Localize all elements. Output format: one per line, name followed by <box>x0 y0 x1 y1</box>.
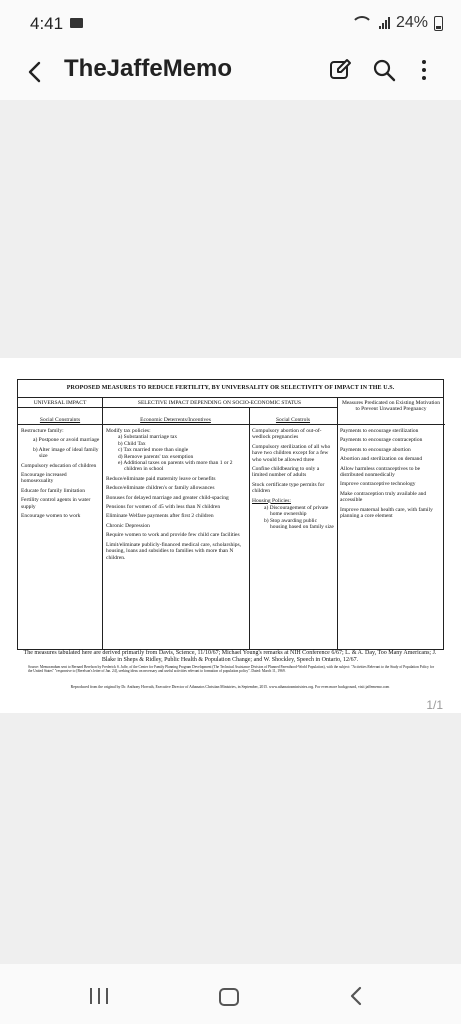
list-item: Payments to encourage abortion <box>340 446 411 453</box>
header-measures: Measures Predicated on Existing Motivation to Prevent Unwanted Pregnancy <box>341 400 441 412</box>
home-icon[interactable] <box>219 988 239 1006</box>
table-footnote: The measures tabulated here are derived primarily from Davis, Science, 11/10/67; Michael Young's remarks at NIH Conference 6/67; L. & A. Day, Too Many Americans; J. Blake in Sheps & Ridley, Public Health & Population Change; and W. Shockley, Speech in Ontario, 12/67. <box>23 650 437 663</box>
column-measures <box>340 428 443 522</box>
wifi-icon <box>351 16 373 30</box>
list-item: Encourage increased homosexuality <box>21 472 67 485</box>
app-title: TheJaffeMemo <box>64 55 233 82</box>
list-item: a) Discouragement of private home ownership <box>264 505 329 518</box>
more-options-icon[interactable] <box>416 58 432 82</box>
mail-icon <box>70 18 83 28</box>
divider <box>18 407 337 408</box>
list-item: Compulsory sterilization of all who have two children except for a few who would be allowed three <box>252 443 331 463</box>
divider <box>18 424 337 425</box>
list-item: Pensions for women of 45 with less than N children <box>106 504 221 511</box>
divider <box>102 397 103 649</box>
list-item: c) Tax married more than single <box>118 447 189 454</box>
edit-icon[interactable] <box>328 58 352 82</box>
divider <box>18 397 443 398</box>
column-social-controls <box>252 428 335 531</box>
list-item: Eliminate Welfare payments after first 2 children <box>106 513 214 520</box>
fertility-table <box>17 379 444 650</box>
list-item: Make contraception truly available and accessible <box>340 490 427 504</box>
list-item: Educate for family limitation <box>21 487 85 494</box>
list-item: a) Substantial marriage tax <box>118 434 178 441</box>
battery-icon <box>434 16 443 31</box>
list-item: e) Additional taxes on parents with more than 1 or 2 children in school <box>118 460 233 473</box>
list-item: Payments to encourage sterilization <box>340 428 419 434</box>
list-item: Improve maternal health care, with family planning a core element <box>340 506 433 520</box>
list-item: Modify tax policies: <box>106 428 151 434</box>
recent-apps-icon[interactable] <box>90 988 108 1004</box>
divider <box>249 407 250 649</box>
list-item: Chronic Depression <box>106 522 150 529</box>
header-universal: UNIVERSAL IMPACT <box>33 400 87 406</box>
list-item: Payments to encourage contraception <box>340 437 423 444</box>
status-icons <box>351 14 443 32</box>
app-bar <box>0 50 461 100</box>
list-item: Abortion and sterilization on demand <box>340 456 423 463</box>
list-item: Confine childbearing to only a limited number of adults <box>252 466 320 479</box>
source-note: Source: Memorandum sent to Bernard Berelson by Frederick S. Jaffe, of the Center for Family Planning Program Development (The Technical Assistance Division of Planned Parenthood-World Population), with the subject: "Activities Relevant to the Study of Population Policy for the United States" "responsive to [Berelson's letter of Jan. 24], seeking ideas on necessary and useful activities relevant to formation of population policy". Dated: March 11, 1969. <box>28 665 435 674</box>
document-page[interactable] <box>0 358 461 713</box>
list-item: Stock certificate type permits for children <box>252 481 325 495</box>
status-bar <box>0 0 461 50</box>
battery-percent: 24% <box>395 14 428 31</box>
status-time: 4:41 <box>30 14 64 33</box>
list-item: Reduce/eliminate paid maternity leave or benefits <box>106 475 216 482</box>
search-icon[interactable] <box>372 58 396 82</box>
list-item: Restructure family: <box>21 428 64 434</box>
subheader-social-constraints: Social Constraints <box>39 417 81 423</box>
signal-icon <box>379 17 390 29</box>
list-item: Allow harmless contraceptives to be distributed nonmedically <box>340 465 421 479</box>
reproduction-note: Reproduced from the original by Dr. Anthony Horvath, Executive Director of Athanatos Christian Ministries, in September, 2015. www.athanatosministries.org. For even more background, visit jaffememo.com <box>70 685 390 689</box>
list-item: Encourage women to work <box>21 513 81 520</box>
table-title: PROPOSED MEASURES TO REDUCE FERTILITY, BY UNIVERSALITY OR SELECTIVITY OF IMPACT IN THE U.S. <box>66 385 395 391</box>
list-item: Limit/eliminate publicly-financed medical care, scholarships, housing, loans and subsidies to families with more than N children. <box>106 541 242 561</box>
list-item: a) Postpone or avoid marriage <box>33 437 100 444</box>
list-item: Compulsory abortion of out-of-wedlock pregnancies <box>252 428 322 441</box>
list-item: Require women to work and provide few child care facilities <box>106 532 240 539</box>
divider <box>337 424 445 425</box>
nav-back-icon[interactable] <box>348 986 366 1006</box>
list-item: b) Stop awarding public housing based on family size <box>264 517 334 531</box>
list-item: Housing Policies: <box>252 497 291 504</box>
header-selective: SELECTIVE IMPACT DEPENDING ON SOCIO-ECONOMIC STATUS <box>137 400 302 406</box>
list-item: Compulsory education of children <box>21 462 97 469</box>
divider <box>337 397 338 649</box>
column-universal <box>21 428 100 522</box>
list-item: b) Child Tax <box>118 440 146 447</box>
column-economic <box>106 428 247 564</box>
back-arrow-icon[interactable] <box>22 58 50 86</box>
list-item: Reduce/eliminate children's or family allowances <box>106 485 215 492</box>
subheader-economic: Economic Deterrents/Incentives <box>140 417 211 423</box>
list-item: d) Remove parents' tax exemption <box>118 453 194 460</box>
subheader-social-controls: Social Controls <box>275 417 311 423</box>
list-item: Improve contraceptive technology <box>340 481 416 488</box>
navigation-bar <box>0 964 461 1024</box>
list-item: Bonuses for delayed marriage and greater child-spacing <box>106 494 229 501</box>
list-item: Fertility control agents in water supply <box>21 497 91 510</box>
page-indicator: 1/1 <box>426 698 443 712</box>
list-item: b) Alter image of ideal family size <box>33 446 99 460</box>
